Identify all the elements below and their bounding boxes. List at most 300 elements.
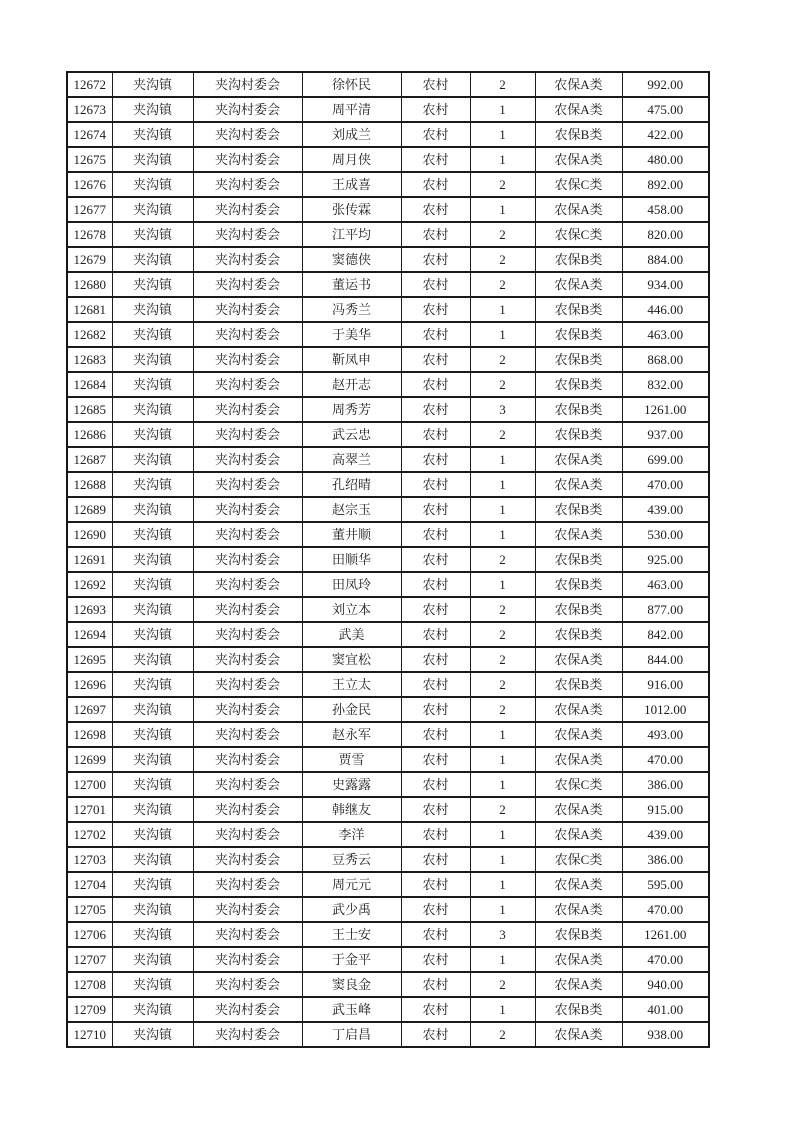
table-cell-name: 赵开志 <box>302 372 401 397</box>
table-row <box>67 872 709 897</box>
table-cell-serial: 12673 <box>67 97 112 122</box>
table-cell-insurance_category: 农保C类 <box>535 172 622 197</box>
table-row <box>67 597 709 622</box>
table-cell-person_count: 2 <box>470 597 535 622</box>
table-cell-serial: 12687 <box>67 447 112 472</box>
table-cell-person_count: 1 <box>470 822 535 847</box>
table-cell-amount: 934.00 <box>622 272 709 297</box>
table-cell-serial: 12685 <box>67 397 112 422</box>
table-cell-insurance_category: 农保B类 <box>535 597 622 622</box>
table-cell-residence: 农村 <box>401 172 470 197</box>
table-cell-serial: 12707 <box>67 947 112 972</box>
table-cell-town: 夹沟镇 <box>112 372 193 397</box>
table-cell-insurance_category: 农保A类 <box>535 697 622 722</box>
table-cell-person_count: 3 <box>470 397 535 422</box>
table-cell-village: 夹沟村委会 <box>193 747 302 772</box>
table-cell-person_count: 2 <box>470 672 535 697</box>
table-cell-insurance_category: 农保A类 <box>535 147 622 172</box>
table-cell-residence: 农村 <box>401 472 470 497</box>
table-cell-town: 夹沟镇 <box>112 147 193 172</box>
table-cell-name: 窦宜松 <box>302 647 401 672</box>
table-cell-serial: 12708 <box>67 972 112 997</box>
table-cell-town: 夹沟镇 <box>112 122 193 147</box>
table-cell-insurance_category: 农保B类 <box>535 322 622 347</box>
table-cell-name: 江平均 <box>302 222 401 247</box>
table-cell-insurance_category: 农保A类 <box>535 747 622 772</box>
table-cell-person_count: 1 <box>470 897 535 922</box>
table-cell-name: 王成喜 <box>302 172 401 197</box>
table-cell-serial: 12679 <box>67 247 112 272</box>
table-cell-amount: 925.00 <box>622 547 709 572</box>
table-cell-person_count: 1 <box>470 872 535 897</box>
table-cell-person_count: 2 <box>470 647 535 672</box>
table-cell-insurance_category: 农保C类 <box>535 772 622 797</box>
table-cell-residence: 农村 <box>401 672 470 697</box>
table-row <box>67 147 709 172</box>
table-cell-amount: 595.00 <box>622 872 709 897</box>
table-cell-insurance_category: 农保B类 <box>535 497 622 522</box>
table-cell-name: 贾雪 <box>302 747 401 772</box>
table-cell-serial: 12710 <box>67 1022 112 1047</box>
table-cell-town: 夹沟镇 <box>112 572 193 597</box>
table-cell-residence: 农村 <box>401 572 470 597</box>
table-row <box>67 97 709 122</box>
table-cell-amount: 916.00 <box>622 672 709 697</box>
table-cell-name: 窦良金 <box>302 972 401 997</box>
table-cell-serial: 12677 <box>67 197 112 222</box>
table-cell-name: 田凤玲 <box>302 572 401 597</box>
table-row <box>67 822 709 847</box>
table-cell-village: 夹沟村委会 <box>193 772 302 797</box>
table-cell-name: 王士安 <box>302 922 401 947</box>
table-cell-person_count: 1 <box>470 747 535 772</box>
table-cell-amount: 386.00 <box>622 772 709 797</box>
table-row <box>67 997 709 1022</box>
table-cell-insurance_category: 农保A类 <box>535 472 622 497</box>
table-cell-amount: 992.00 <box>622 72 709 97</box>
table-cell-residence: 农村 <box>401 247 470 272</box>
table-cell-name: 周元元 <box>302 872 401 897</box>
table-row <box>67 772 709 797</box>
table-cell-insurance_category: 农保A类 <box>535 72 622 97</box>
table-cell-serial: 12698 <box>67 722 112 747</box>
table-row <box>67 922 709 947</box>
table-cell-amount: 446.00 <box>622 297 709 322</box>
table-cell-village: 夹沟村委会 <box>193 972 302 997</box>
table-cell-amount: 401.00 <box>622 997 709 1022</box>
table-cell-name: 武少禹 <box>302 897 401 922</box>
table-cell-town: 夹沟镇 <box>112 197 193 222</box>
table-cell-village: 夹沟村委会 <box>193 172 302 197</box>
table-cell-village: 夹沟村委会 <box>193 697 302 722</box>
table-cell-town: 夹沟镇 <box>112 647 193 672</box>
table-row <box>67 797 709 822</box>
table-cell-insurance_category: 农保A类 <box>535 647 622 672</box>
table-cell-serial: 12675 <box>67 147 112 172</box>
table-cell-residence: 农村 <box>401 747 470 772</box>
table-cell-person_count: 2 <box>470 72 535 97</box>
table-cell-residence: 农村 <box>401 322 470 347</box>
table-cell-person_count: 2 <box>470 372 535 397</box>
table-cell-insurance_category: 农保A类 <box>535 822 622 847</box>
table-row <box>67 422 709 447</box>
table-cell-insurance_category: 农保A类 <box>535 947 622 972</box>
table-row <box>67 672 709 697</box>
table-cell-serial: 12676 <box>67 172 112 197</box>
table-cell-serial: 12699 <box>67 747 112 772</box>
table-cell-town: 夹沟镇 <box>112 472 193 497</box>
table-cell-serial: 12701 <box>67 797 112 822</box>
table-cell-serial: 12689 <box>67 497 112 522</box>
table-cell-amount: 439.00 <box>622 497 709 522</box>
table-cell-person_count: 2 <box>470 697 535 722</box>
table-body <box>67 72 709 1047</box>
table-cell-name: 豆秀云 <box>302 847 401 872</box>
table-cell-village: 夹沟村委会 <box>193 72 302 97</box>
table-cell-town: 夹沟镇 <box>112 672 193 697</box>
table-cell-person_count: 3 <box>470 922 535 947</box>
table-cell-name: 窦德侠 <box>302 247 401 272</box>
table-cell-amount: 480.00 <box>622 147 709 172</box>
table-cell-residence: 农村 <box>401 272 470 297</box>
table-cell-name: 史露露 <box>302 772 401 797</box>
table-cell-village: 夹沟村委会 <box>193 522 302 547</box>
table-cell-person_count: 1 <box>470 97 535 122</box>
table-cell-town: 夹沟镇 <box>112 247 193 272</box>
table-cell-residence: 农村 <box>401 897 470 922</box>
table-cell-serial: 12686 <box>67 422 112 447</box>
table-cell-name: 武云忠 <box>302 422 401 447</box>
table-cell-residence: 农村 <box>401 297 470 322</box>
table-cell-serial: 12709 <box>67 997 112 1022</box>
table-cell-insurance_category: 农保A类 <box>535 447 622 472</box>
table-cell-village: 夹沟村委会 <box>193 122 302 147</box>
table-cell-serial: 12681 <box>67 297 112 322</box>
table-cell-insurance_category: 农保B类 <box>535 247 622 272</box>
table-row <box>67 572 709 597</box>
table-cell-name: 赵宗玉 <box>302 497 401 522</box>
table-cell-village: 夹沟村委会 <box>193 247 302 272</box>
table-cell-name: 周秀芳 <box>302 397 401 422</box>
table-cell-insurance_category: 农保B类 <box>535 547 622 572</box>
table-cell-amount: 493.00 <box>622 722 709 747</box>
table-cell-residence: 农村 <box>401 922 470 947</box>
table-cell-residence: 农村 <box>401 947 470 972</box>
table-cell-person_count: 1 <box>470 297 535 322</box>
table-cell-name: 靳凤申 <box>302 347 401 372</box>
table-cell-person_count: 1 <box>470 147 535 172</box>
table-cell-town: 夹沟镇 <box>112 797 193 822</box>
table-cell-village: 夹沟村委会 <box>193 472 302 497</box>
table-cell-residence: 农村 <box>401 497 470 522</box>
table-cell-town: 夹沟镇 <box>112 922 193 947</box>
table-row <box>67 747 709 772</box>
table-cell-name: 赵永军 <box>302 722 401 747</box>
table-cell-insurance_category: 农保B类 <box>535 997 622 1022</box>
table-cell-town: 夹沟镇 <box>112 272 193 297</box>
table-cell-name: 王立太 <box>302 672 401 697</box>
table-cell-amount: 877.00 <box>622 597 709 622</box>
table-cell-residence: 农村 <box>401 997 470 1022</box>
table-cell-insurance_category: 农保C类 <box>535 222 622 247</box>
table-cell-town: 夹沟镇 <box>112 397 193 422</box>
table-cell-serial: 12705 <box>67 897 112 922</box>
table-cell-residence: 农村 <box>401 122 470 147</box>
table-cell-serial: 12680 <box>67 272 112 297</box>
table-cell-name: 董井顺 <box>302 522 401 547</box>
table-row <box>67 847 709 872</box>
table-cell-person_count: 2 <box>470 622 535 647</box>
table-row <box>67 172 709 197</box>
table-cell-village: 夹沟村委会 <box>193 397 302 422</box>
table-cell-town: 夹沟镇 <box>112 972 193 997</box>
table-cell-amount: 1261.00 <box>622 397 709 422</box>
table-cell-village: 夹沟村委会 <box>193 672 302 697</box>
table-cell-serial: 12696 <box>67 672 112 697</box>
table-cell-village: 夹沟村委会 <box>193 922 302 947</box>
table-cell-amount: 475.00 <box>622 97 709 122</box>
table-cell-insurance_category: 农保B类 <box>535 397 622 422</box>
table-cell-residence: 农村 <box>401 847 470 872</box>
table-cell-serial: 12702 <box>67 822 112 847</box>
table-row <box>67 197 709 222</box>
table-cell-serial: 12704 <box>67 872 112 897</box>
table-cell-person_count: 1 <box>470 322 535 347</box>
table-cell-name: 于金平 <box>302 947 401 972</box>
table-row <box>67 347 709 372</box>
table-cell-serial: 12683 <box>67 347 112 372</box>
table-row <box>67 472 709 497</box>
table-cell-village: 夹沟村委会 <box>193 722 302 747</box>
table-cell-person_count: 1 <box>470 522 535 547</box>
table-cell-insurance_category: 农保C类 <box>535 847 622 872</box>
table-row <box>67 372 709 397</box>
table-cell-town: 夹沟镇 <box>112 322 193 347</box>
table-cell-town: 夹沟镇 <box>112 347 193 372</box>
table-cell-insurance_category: 农保B类 <box>535 622 622 647</box>
table-cell-village: 夹沟村委会 <box>193 647 302 672</box>
table-row <box>67 247 709 272</box>
table-cell-residence: 农村 <box>401 347 470 372</box>
table-row <box>67 897 709 922</box>
table-cell-town: 夹沟镇 <box>112 222 193 247</box>
table-cell-serial: 12691 <box>67 547 112 572</box>
table-cell-insurance_category: 农保B类 <box>535 297 622 322</box>
table-row <box>67 122 709 147</box>
table-cell-residence: 农村 <box>401 797 470 822</box>
table-cell-amount: 470.00 <box>622 897 709 922</box>
table-cell-town: 夹沟镇 <box>112 872 193 897</box>
table-cell-amount: 892.00 <box>622 172 709 197</box>
table-cell-serial: 12703 <box>67 847 112 872</box>
table-cell-name: 高翠兰 <box>302 447 401 472</box>
table-row <box>67 1022 709 1047</box>
table-cell-person_count: 1 <box>470 472 535 497</box>
table-cell-residence: 农村 <box>401 697 470 722</box>
table-cell-residence: 农村 <box>401 372 470 397</box>
table-cell-name: 刘立本 <box>302 597 401 622</box>
table-cell-name: 孔绍晴 <box>302 472 401 497</box>
table-cell-residence: 农村 <box>401 647 470 672</box>
table-cell-amount: 386.00 <box>622 847 709 872</box>
table-cell-village: 夹沟村委会 <box>193 372 302 397</box>
table-cell-amount: 463.00 <box>622 572 709 597</box>
table-cell-amount: 458.00 <box>622 197 709 222</box>
table-cell-village: 夹沟村委会 <box>193 197 302 222</box>
table-cell-name: 董运书 <box>302 272 401 297</box>
table-cell-village: 夹沟村委会 <box>193 872 302 897</box>
table-cell-village: 夹沟村委会 <box>193 572 302 597</box>
table-cell-insurance_category: 农保B类 <box>535 372 622 397</box>
table-cell-insurance_category: 农保A类 <box>535 197 622 222</box>
table-cell-person_count: 1 <box>470 997 535 1022</box>
table-cell-town: 夹沟镇 <box>112 297 193 322</box>
table-cell-town: 夹沟镇 <box>112 447 193 472</box>
table-cell-town: 夹沟镇 <box>112 522 193 547</box>
table-cell-village: 夹沟村委会 <box>193 497 302 522</box>
table-cell-village: 夹沟村委会 <box>193 297 302 322</box>
table-cell-insurance_category: 农保A类 <box>535 972 622 997</box>
table-cell-insurance_category: 农保A类 <box>535 722 622 747</box>
table-cell-town: 夹沟镇 <box>112 172 193 197</box>
table-cell-town: 夹沟镇 <box>112 847 193 872</box>
table-cell-serial: 12674 <box>67 122 112 147</box>
table-cell-town: 夹沟镇 <box>112 422 193 447</box>
table-cell-person_count: 1 <box>470 572 535 597</box>
table-cell-amount: 422.00 <box>622 122 709 147</box>
table-cell-serial: 12706 <box>67 922 112 947</box>
table-row <box>67 622 709 647</box>
table-cell-town: 夹沟镇 <box>112 97 193 122</box>
table-cell-amount: 938.00 <box>622 1022 709 1047</box>
table-cell-town: 夹沟镇 <box>112 497 193 522</box>
table-cell-serial: 12678 <box>67 222 112 247</box>
table-cell-village: 夹沟村委会 <box>193 222 302 247</box>
table-row <box>67 397 709 422</box>
table-cell-name: 武玉峰 <box>302 997 401 1022</box>
table-cell-insurance_category: 农保A类 <box>535 872 622 897</box>
table-cell-town: 夹沟镇 <box>112 747 193 772</box>
table-cell-amount: 1261.00 <box>622 922 709 947</box>
table-cell-name: 冯秀兰 <box>302 297 401 322</box>
table-cell-village: 夹沟村委会 <box>193 797 302 822</box>
table-cell-residence: 农村 <box>401 522 470 547</box>
table-cell-amount: 937.00 <box>622 422 709 447</box>
table-cell-name: 丁启昌 <box>302 1022 401 1047</box>
table-cell-insurance_category: 农保B类 <box>535 572 622 597</box>
table-row <box>67 722 709 747</box>
table-cell-insurance_category: 农保A类 <box>535 97 622 122</box>
table-cell-town: 夹沟镇 <box>112 547 193 572</box>
table-cell-town: 夹沟镇 <box>112 997 193 1022</box>
table-cell-person_count: 1 <box>470 947 535 972</box>
table-cell-village: 夹沟村委会 <box>193 347 302 372</box>
table-cell-residence: 农村 <box>401 422 470 447</box>
table-cell-person_count: 2 <box>470 547 535 572</box>
table-cell-residence: 农村 <box>401 1022 470 1047</box>
table-cell-town: 夹沟镇 <box>112 72 193 97</box>
table-cell-village: 夹沟村委会 <box>193 147 302 172</box>
table-cell-name: 武美 <box>302 622 401 647</box>
table-cell-insurance_category: 农保B类 <box>535 672 622 697</box>
table-row <box>67 222 709 247</box>
table-cell-serial: 12690 <box>67 522 112 547</box>
table-cell-village: 夹沟村委会 <box>193 997 302 1022</box>
table-cell-name: 孙金民 <box>302 697 401 722</box>
table-cell-amount: 844.00 <box>622 647 709 672</box>
table-cell-amount: 463.00 <box>622 322 709 347</box>
table-cell-village: 夹沟村委会 <box>193 947 302 972</box>
table-row <box>67 697 709 722</box>
table-cell-amount: 915.00 <box>622 797 709 822</box>
table-cell-person_count: 2 <box>470 1022 535 1047</box>
table-cell-residence: 农村 <box>401 722 470 747</box>
table-cell-name: 田顺华 <box>302 547 401 572</box>
table-cell-village: 夹沟村委会 <box>193 322 302 347</box>
table-cell-residence: 农村 <box>401 97 470 122</box>
table-cell-name: 徐怀民 <box>302 72 401 97</box>
table-cell-serial: 12695 <box>67 647 112 672</box>
table-row <box>67 72 709 97</box>
table-row <box>67 522 709 547</box>
table-cell-residence: 农村 <box>401 72 470 97</box>
table-cell-residence: 农村 <box>401 872 470 897</box>
table-row <box>67 647 709 672</box>
table-cell-residence: 农村 <box>401 147 470 172</box>
table-cell-residence: 农村 <box>401 597 470 622</box>
table-row <box>67 547 709 572</box>
table-cell-residence: 农村 <box>401 972 470 997</box>
table-cell-serial: 12682 <box>67 322 112 347</box>
table-cell-residence: 农村 <box>401 547 470 572</box>
table-cell-person_count: 1 <box>470 197 535 222</box>
table-cell-person_count: 1 <box>470 847 535 872</box>
table-cell-residence: 农村 <box>401 222 470 247</box>
table-cell-town: 夹沟镇 <box>112 597 193 622</box>
table-row <box>67 272 709 297</box>
table-cell-village: 夹沟村委会 <box>193 847 302 872</box>
table-cell-town: 夹沟镇 <box>112 947 193 972</box>
table-cell-village: 夹沟村委会 <box>193 1022 302 1047</box>
table-cell-amount: 868.00 <box>622 347 709 372</box>
table-cell-insurance_category: 农保A类 <box>535 897 622 922</box>
table-cell-serial: 12692 <box>67 572 112 597</box>
table-cell-person_count: 2 <box>470 972 535 997</box>
table-cell-village: 夹沟村委会 <box>193 97 302 122</box>
table-cell-town: 夹沟镇 <box>112 1022 193 1047</box>
table-cell-insurance_category: 农保A类 <box>535 797 622 822</box>
table-cell-serial: 12697 <box>67 697 112 722</box>
table-cell-insurance_category: 农保B类 <box>535 122 622 147</box>
table-cell-serial: 12694 <box>67 622 112 647</box>
table-cell-name: 刘成兰 <box>302 122 401 147</box>
table-cell-village: 夹沟村委会 <box>193 622 302 647</box>
table-cell-amount: 832.00 <box>622 372 709 397</box>
table-cell-amount: 699.00 <box>622 447 709 472</box>
table-cell-person_count: 1 <box>470 722 535 747</box>
table-cell-residence: 农村 <box>401 772 470 797</box>
table-cell-amount: 940.00 <box>622 972 709 997</box>
table-cell-name: 周月侠 <box>302 147 401 172</box>
table-cell-amount: 842.00 <box>622 622 709 647</box>
table-cell-village: 夹沟村委会 <box>193 547 302 572</box>
table-cell-person_count: 1 <box>470 772 535 797</box>
table-cell-insurance_category: 农保B类 <box>535 422 622 447</box>
table-cell-village: 夹沟村委会 <box>193 822 302 847</box>
table-cell-person_count: 2 <box>470 422 535 447</box>
table-cell-person_count: 2 <box>470 222 535 247</box>
table-cell-person_count: 2 <box>470 797 535 822</box>
